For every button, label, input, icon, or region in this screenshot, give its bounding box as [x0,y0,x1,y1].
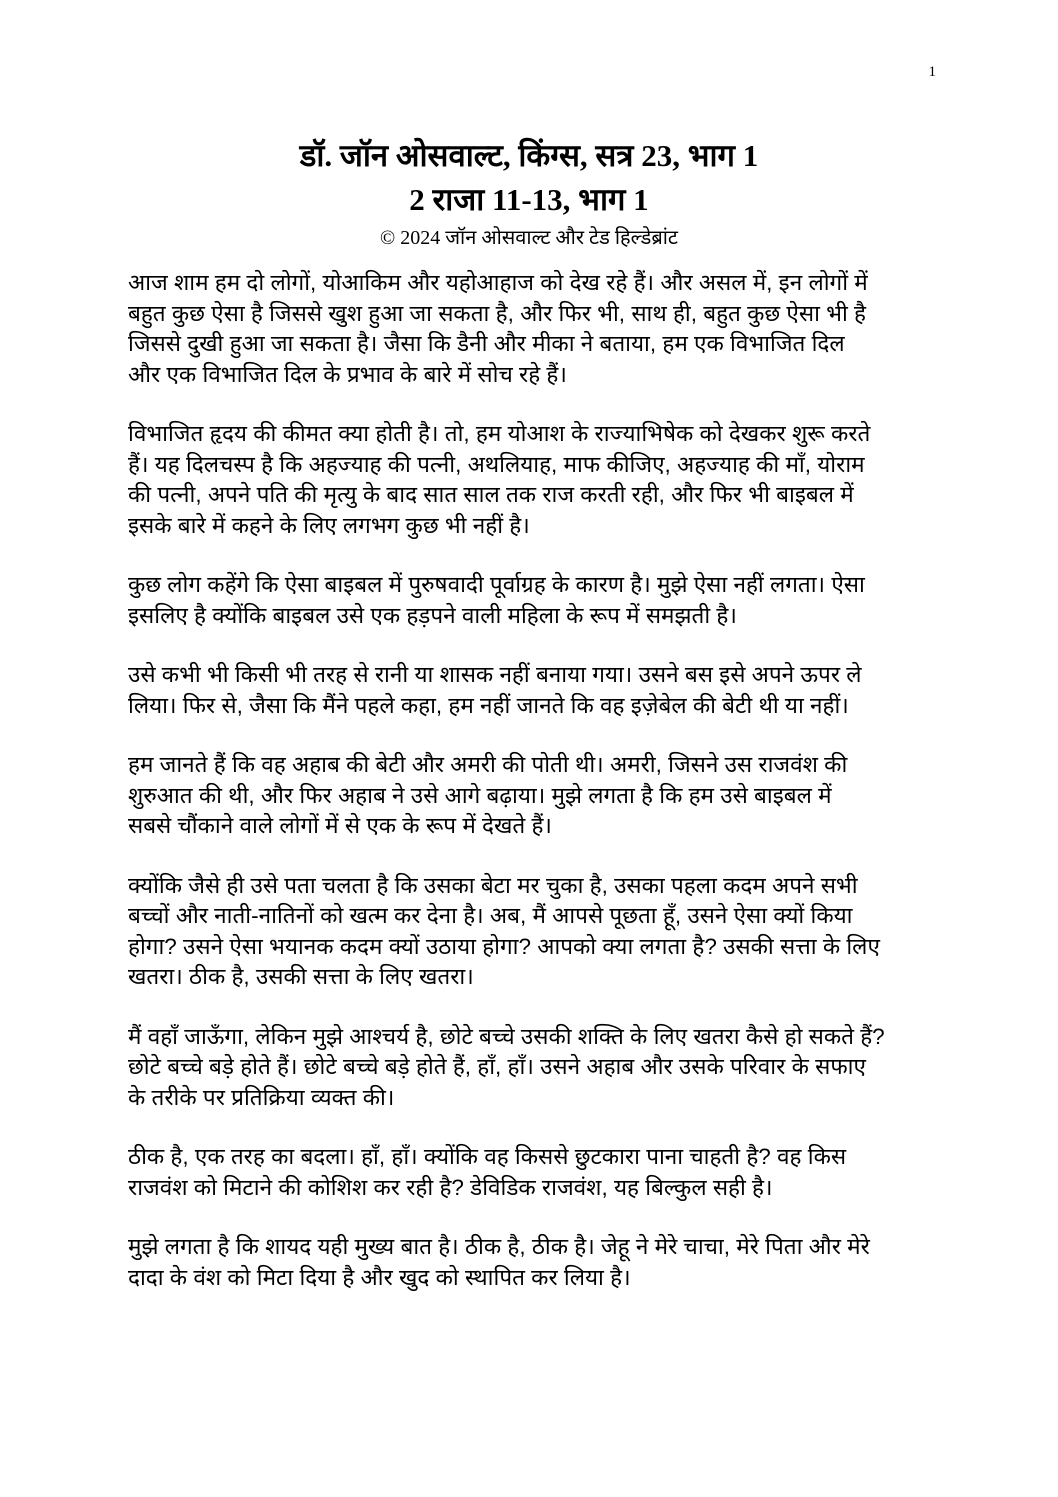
paragraph [128,268,948,390]
paragraph [128,750,948,842]
paragraph-line: इसके बारे में कहने के लिए लगभग कुछ भी नहीं है। [128,512,530,538]
paragraph-line: खतरा। ठीक है, उसकी सत्ता के लिए खतरा। [128,964,474,989]
paragraph-line: होगा? उसने ऐसा भयानक कदम क्यों उठाया होगा? आपको क्या लगता है? उसकी सत्ता के लिए [128,933,880,959]
paragraph-line: विभाजित हृदय की कीमत क्या होती है। तो, हम योआश के राज्याभिषेक को देखकर शुरू करते [128,421,871,446]
paragraph [128,1142,948,1203]
paragraph-line: दादा के वंश को मिटा दिया है और खुद को स्थापित कर लिया है। [128,1264,631,1290]
paragraph [128,419,948,541]
paragraph-line: बच्चों और नाती-नातिनों को खत्म कर देना है। अब, मैं आपसे पूछता हूँ, उसने ऐसा क्यों किया [128,903,853,928]
paragraph-line: ठीक है, एक तरह का बदला। हाँ, हाँ। क्योंकि वह किससे छुटकारा पाना चाहती है? वह किस [128,1144,847,1169]
paragraph-line: जिससे दुखी हुआ जा सकता है। जैसा कि डैनी और मीका ने बताया, हम एक विभाजित दिल [128,331,845,356]
paragraph-line: उसे कभी भी किसी भी तरह से रानी या शासक नहीं बनाया गया। उसने बस इसे अपने ऊपर ले [128,662,862,687]
paragraph-line: लिया। फिर से, जैसा कि मैंने पहले कहा, हम नहीं जानते कि वह इज़ेबेल की बेटी थी या नहीं। [128,692,849,718]
paragraph-line: बहुत कुछ ऐसा है जिससे खुश हुआ जा सकता है, और फिर भी, साथ ही, बहुत कुछ ऐसा भी है [128,300,867,326]
paragraph-line: हैं। यह दिलचस्प है कि अहज्याह की पत्नी, अथलियाह, माफ कीजिए, अहज्याह की माँ, योराम [128,451,865,477]
paragraph-line: और एक विभाजित दिल के प्रभाव के बारे में सोच रहे हैं। [128,361,567,387]
paragraph-line: के तरीके पर प्रतिक्रिया व्यक्त की। [128,1084,395,1110]
paragraph-line: इसलिए है क्योंकि बाइबल उसे एक हड़पने वाली महिला के रूप में समझती है। [128,602,737,628]
document-title: डॉ. जॉन ओसवाल्ट, किंग्स, सत्र 23, भाग 1 [299,138,759,173]
paragraph [128,660,948,721]
paragraph [128,871,948,993]
page-number: 1 [928,64,936,80]
paragraph-line: मैं वहाँ जाऊँगा, लेकिन मुझे आश्चर्य है, छोटे बच्चे उसकी शक्ति के लिए खतरा कैसे हो सकते हैं? [128,1023,885,1049]
paragraph-line: सबसे चौंकाने वाले लोगों में से एक के रूप में देखते हैं। [128,813,552,838]
paragraph-line: की पत्नी, अपने पति की मृत्यु के बाद सात साल तक राज करती रही, और फिर भी बाइबल में [128,482,854,507]
paragraph-line: छोटे बच्चे बड़े होते हैं। छोटे बच्चे बड़े होते हैं, हाँ, हाँ। उसने अहाब और उसके परिवार के सफाए [128,1054,866,1079]
paragraph-line: क्योंकि जैसे ही उसे पता चलता है कि उसका बेटा मर चुका है, उसका पहला कदम अपने सभी [128,872,858,898]
paragraph [128,1022,948,1114]
paragraph-line: कुछ लोग कहेंगे कि ऐसा बाइबल में पुरुषवादी पूर्वाग्रह के कारण है। मुझे ऐसा नहीं लगता। ऐसा [128,572,865,597]
paragraph-line: शुरुआत की थी, और फिर अहाब ने उसे आगे बढ़ाया। मुझे लगता है कि हम उसे बाइबल में [128,782,832,808]
paragraph-line: राजवंश को मिटाने की कोशिश कर रही है? डेविडिक राजवंश, यह बिल्कुल सही है। [128,1174,773,1200]
document-subtitle: 2 राजा 11-13, भाग 1 [409,182,649,217]
paragraph [128,1232,948,1293]
paragraph-line: आज शाम हम दो लोगों, योआकिम और यहोआहाज को देख रहे हैं। और असल में, इन लोगों में [128,270,868,295]
copyright-line: © 2024 जॉन ओसवाल्ट और टेड हिल्डेब्रांट [380,227,678,249]
paragraph-line: मुझे लगता है कि शायद यही मुख्य बात है। ठीक है, ठीक है। जेहू ने मेरे चाचा, मेरे पिता और मेरे [128,1234,870,1259]
paragraph-line: हम जानते हैं कि वह अहाब की बेटी और अमरी की पोती थी। अमरी, जिसने उस राजवंश की [128,752,848,777]
paragraph [128,570,948,631]
document-body [128,268,948,1322]
